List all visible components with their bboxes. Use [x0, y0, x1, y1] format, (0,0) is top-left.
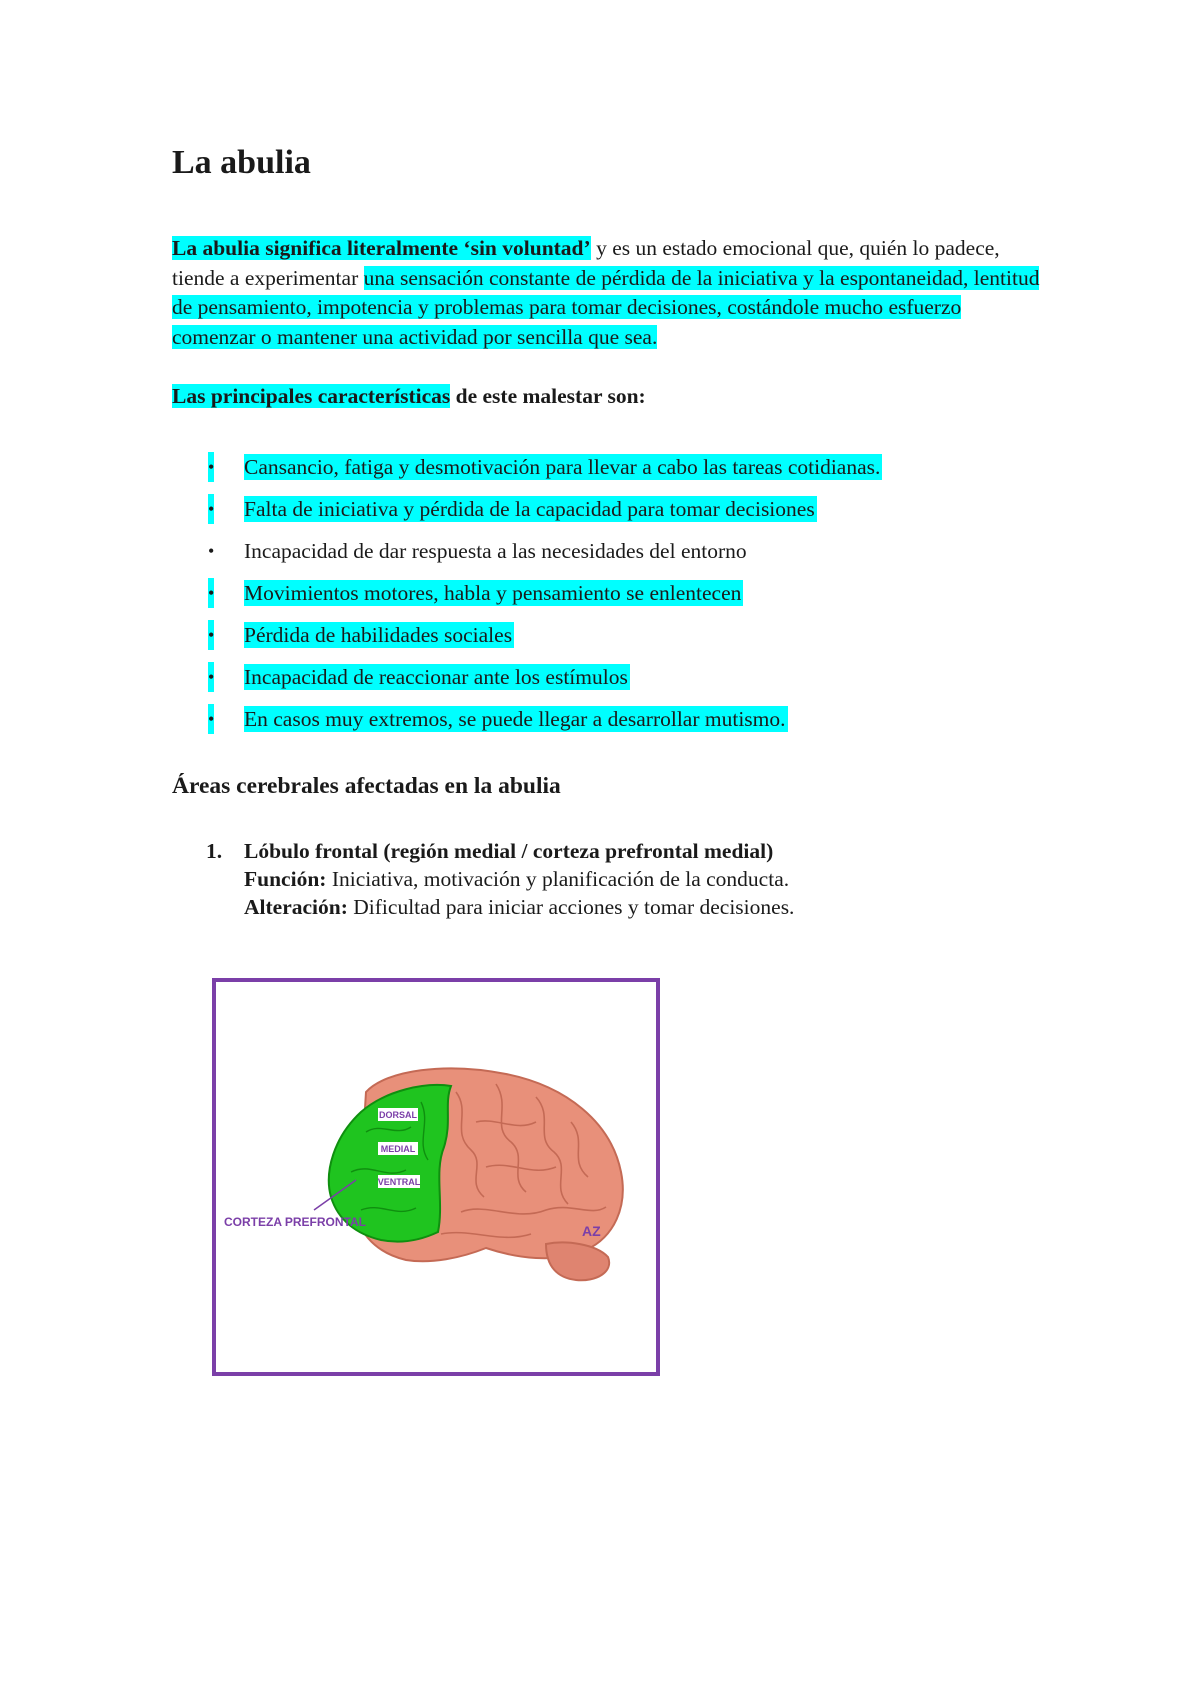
document-title: La abulia: [172, 144, 311, 181]
bullet-text: Falta de iniciativa y pérdida de la capacidad para tomar decisiones: [244, 497, 815, 521]
intro-paragraph: [172, 234, 1042, 352]
item-heading: Lóbulo frontal (región medial / corteza prefrontal medial): [244, 839, 774, 863]
section-heading-areas: Áreas cerebrales afectadas en la abulia: [172, 773, 561, 799]
label-ventral: [378, 1175, 421, 1188]
function-text: Iniciativa, motivación y planificación de la conducta.: [326, 867, 790, 891]
bullet-item: [172, 452, 882, 494]
bullet-text: En casos muy extremos, se puede llegar a desarrollar mutismo.: [244, 707, 786, 731]
characteristics-list: [172, 452, 882, 746]
function-label: Función:: [244, 867, 327, 891]
bullet-item: [172, 578, 882, 620]
item-alteration: [244, 893, 794, 921]
logo-mark: AZ: [582, 1223, 601, 1239]
brain-illustration: [216, 982, 656, 1372]
bullet-dot: •: [208, 704, 214, 734]
svg-text:DORSAL: DORSAL: [379, 1110, 417, 1120]
intro-plain-text: y es un estado emocional que, quién lo padece, tiende a experimentar: [172, 236, 1000, 290]
characteristics-lead: [172, 382, 646, 412]
svg-text:MEDIAL: MEDIAL: [380, 1144, 416, 1154]
intro-highlight-text: una sensación constante de pérdida de la iniciativa y la espontaneidad, lentitud de pensamiento, impotencia y problemas para tomar decisiones, costándole mucho esfuerzo comenzar o mantener una actividad por sencilla que sea.: [172, 265, 1040, 349]
bullet-item: [172, 620, 882, 662]
item-number: 1.: [206, 839, 223, 863]
bullet-text: Incapacidad de dar respuesta a las necesidades del entorno: [244, 539, 747, 563]
bullet-text: Pérdida de habilidades sociales: [244, 623, 513, 647]
intro-bold-highlight: La abulia significa literalmente ‘sin voluntad’: [172, 236, 591, 260]
bullet-item: [172, 494, 882, 536]
label-medial: [378, 1142, 418, 1155]
brain-areas-list: [172, 837, 794, 921]
bullet-dot: •: [208, 494, 214, 524]
bullet-dot: •: [208, 541, 215, 561]
item-function: [244, 865, 794, 893]
characteristics-lead-highlight: Las principales características: [172, 384, 451, 408]
alteration-label: Alteración:: [244, 895, 348, 919]
bullet-dot: •: [208, 452, 214, 482]
label-dorsal: [378, 1108, 418, 1121]
bullet-item: [172, 662, 882, 704]
alteration-text: Dificultad para iniciar acciones y tomar decisiones.: [347, 895, 795, 919]
bullet-item: [172, 536, 882, 578]
brain-area-item: [172, 837, 794, 921]
brain-figure: [212, 978, 660, 1376]
svg-text:VENTRAL: VENTRAL: [377, 1177, 421, 1187]
bullet-dot: •: [208, 578, 214, 608]
bullet-dot: •: [208, 620, 214, 650]
bullet-text: Cansancio, fatiga y desmotivación para llevar a cabo las tareas cotidianas.: [244, 455, 881, 479]
bullet-text: Incapacidad de reaccionar ante los estímulos: [244, 665, 628, 689]
bullet-item: [172, 704, 882, 746]
label-cortex: CORTEZA PREFRONTAL: [224, 1215, 366, 1229]
brain-cerebellum: [546, 1243, 609, 1281]
bullet-text: Movimientos motores, habla y pensamiento se enlentecen: [244, 581, 742, 605]
bullet-dot: •: [208, 662, 214, 692]
characteristics-lead-rest: de este malestar son:: [450, 384, 646, 408]
